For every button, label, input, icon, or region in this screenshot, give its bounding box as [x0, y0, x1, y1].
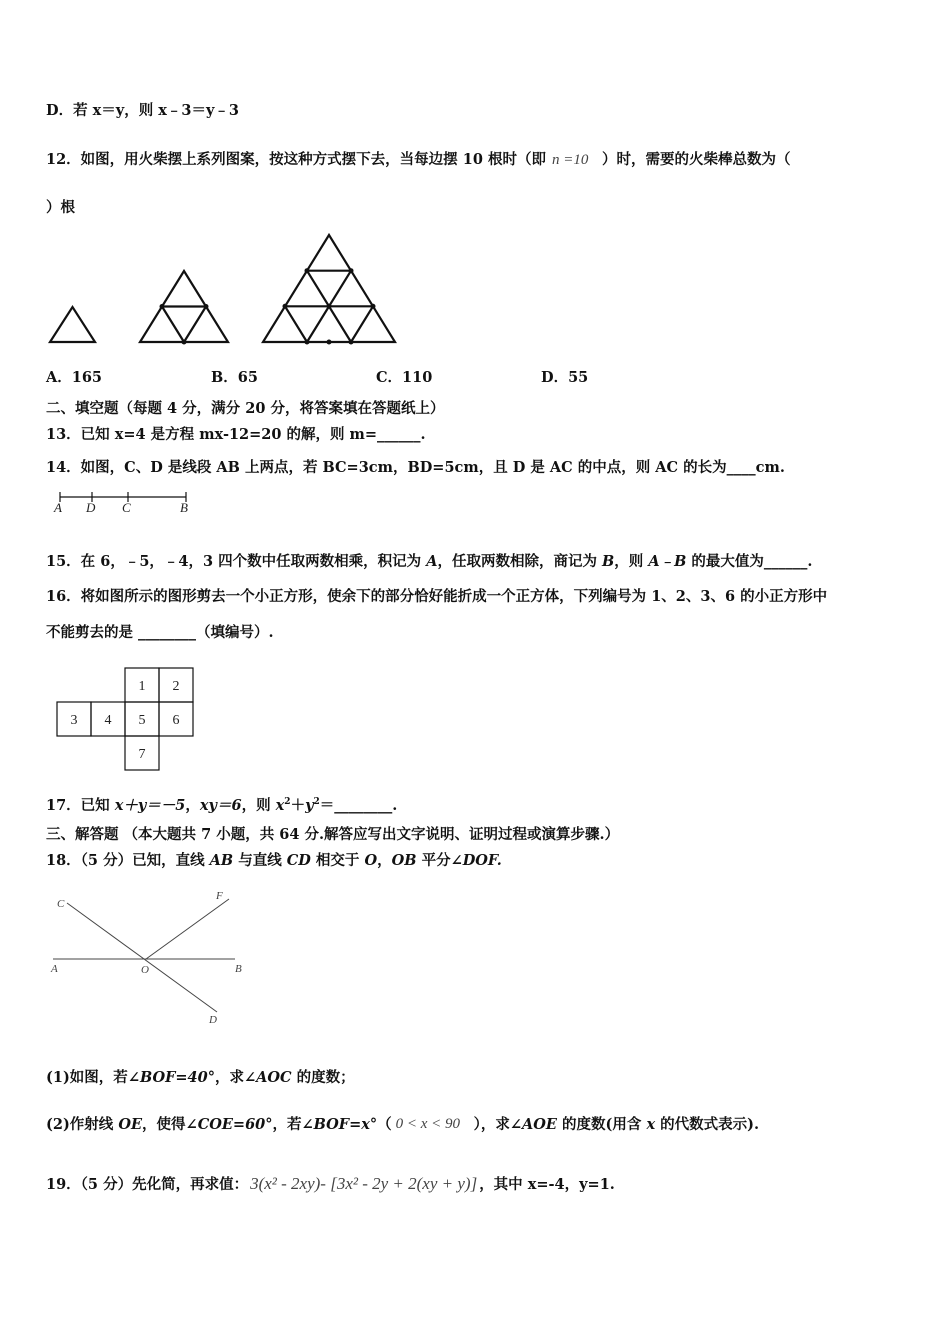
point-label-c: C	[122, 500, 131, 515]
q18-sub2-angle-coe: ∠COE=60°	[185, 1116, 273, 1133]
q14-segment-figure	[50, 488, 200, 518]
q18-ab: AB	[209, 852, 234, 869]
q15-part2: ，任取两数相除，商记为	[437, 553, 603, 570]
q17-eq2: xy＝6	[199, 796, 242, 814]
q19-formula: 3(x² - 2xy)- [3x² - 2y + 2(xy + y)]	[250, 1174, 478, 1193]
q17-text	[46, 792, 397, 816]
triangle-pattern-1	[50, 307, 95, 342]
q18-sub2-range-formula: 0 < x < 90	[395, 1116, 461, 1132]
label-c: C	[57, 898, 65, 910]
q18-part5: 平分	[416, 852, 451, 869]
q15-expression: A﹣B	[648, 553, 687, 570]
label-f: F	[216, 890, 223, 902]
net-cell-3: 3	[70, 713, 78, 728]
matchstick-triangles-figure	[0, 228, 420, 348]
q17-sup-x: 2	[284, 797, 291, 807]
q18-sub2-part-h: ），求	[473, 1116, 510, 1133]
q18-sub1	[46, 1068, 355, 1088]
net-cell-5: 5	[138, 713, 146, 728]
point-label-a: A	[54, 500, 62, 515]
label-a: A	[51, 963, 58, 975]
net-cell-4: 4	[104, 713, 112, 728]
intersecting-lines-figure	[45, 885, 255, 1030]
q17-sup-y: 2	[313, 797, 320, 807]
q18-ob: OB	[391, 852, 417, 869]
q18-sub2	[46, 1115, 759, 1135]
q15-part3: ，则	[614, 553, 649, 570]
label-o: O	[141, 964, 149, 976]
q18-o: O	[364, 852, 378, 869]
q18-sub1-part-e: 的度数；	[291, 1069, 355, 1086]
q13-text: 13．已知 x=4 是方程 mx-12=20 的解，则 m=______.	[46, 426, 426, 443]
q15-var-b: B	[602, 553, 615, 570]
triangle-pattern-3	[263, 235, 395, 342]
q18-sub2-part-c: ，使得	[142, 1116, 186, 1133]
q18-sub1-angle-aoc: ∠AOC	[244, 1069, 292, 1086]
q17-x: x	[275, 796, 285, 814]
line-cd	[67, 903, 217, 1012]
q19-text	[46, 1174, 615, 1195]
q12-formula: n =10	[551, 152, 589, 168]
point-label-d: D	[86, 500, 96, 515]
q12-stem-part1: 12．如图，用火柴摆上系列图案，按这种方式摆下去，当每边摆 10 根时（即	[46, 151, 546, 168]
q12-option-c[interactable]: C．110	[376, 369, 433, 386]
q17-plus: ＋	[290, 796, 306, 814]
q16-line1: 16．将如图所示的图形剪去一个小正方形，使余下的部分恰好能折成一个正方体，下列编号为 1、2、3、6 的小正方形中	[46, 588, 828, 605]
section-3-heading: 三、解答题 （本大题共 7 小题，共 64 分.解答应写出文字说明、证明过程或演算步骤.）	[46, 826, 620, 843]
net-cell-1: 1	[138, 679, 146, 694]
q17-eq1: x＋y＝－5	[114, 796, 186, 814]
q18-cd: CD	[286, 852, 311, 869]
cube-net-figure	[50, 665, 200, 777]
q12-stem-part2: ）时，需要的火柴棒总数为（	[601, 151, 791, 168]
q17-y: y	[305, 796, 314, 814]
label-b: B	[235, 963, 242, 975]
q18-text	[46, 851, 502, 871]
net-cell-7: 7	[138, 747, 146, 762]
q17-part2: ，	[185, 796, 200, 814]
q18-sub2-paren-open: （	[377, 1116, 392, 1133]
q18-sub2-part-a: (2)作射线	[46, 1116, 119, 1133]
label-d: D	[209, 1014, 217, 1026]
q12-option-d[interactable]: D．55	[541, 369, 589, 386]
q18-sub2-part-j: 的度数(用含	[557, 1116, 647, 1133]
q17-part4: ＝________.	[319, 796, 398, 814]
q18-part2: 与直线	[233, 852, 287, 869]
triangle-pattern-2	[140, 271, 228, 342]
q18-angle-dof: ∠DOF.	[450, 852, 502, 869]
q12-stem	[46, 150, 790, 170]
q15-part4: 的最大值为______.	[686, 553, 813, 570]
q12-option-b[interactable]: B．65	[211, 369, 258, 386]
q18-sub2-var-x: x	[646, 1116, 656, 1133]
q11-option-d: D．若 x＝y，则 x﹣3＝y﹣3	[46, 102, 239, 119]
q15-text	[46, 552, 812, 572]
q17-part3: ，则	[241, 796, 276, 814]
ray-of	[146, 899, 229, 959]
q18-part4: ，	[377, 852, 392, 869]
q18-sub2-angle-bof: ∠BOF=x°	[301, 1116, 378, 1133]
point-label-b: B	[180, 500, 188, 515]
q18-sub2-angle-aoe: ∠AOE	[509, 1116, 557, 1133]
section-2-heading: 二、填空题（每题 4 分，满分 20 分，将答案填在答题纸上）	[46, 400, 445, 417]
q18-part1: 18．（5 分）已知，直线	[46, 852, 210, 869]
q18-sub1-angle-bof: ∠BOF=40°	[127, 1069, 215, 1086]
q18-sub2-oe: OE	[118, 1116, 143, 1133]
net-cell-2: 2	[172, 679, 180, 694]
q18-sub2-part-l: 的代数式表示).	[655, 1116, 760, 1133]
q18-part3: 相交于	[310, 852, 365, 869]
q12-stem-end: ）根	[46, 199, 75, 216]
q18-sub1-part-c: ，求	[215, 1069, 244, 1086]
q16-line2: 不能剪去的是 ________（填编号）.	[46, 624, 274, 641]
q17-part1: 17．已知	[46, 796, 115, 814]
q15-var-a: A	[426, 553, 438, 570]
q18-sub1-part-a: (1)如图，若	[46, 1069, 128, 1086]
q18-sub2-part-e: ，若	[272, 1116, 302, 1133]
q19-part1: 19．（5 分）先化简，再求值：	[46, 1176, 249, 1193]
q19-part2: ，其中 x=-4，y=1.	[479, 1176, 615, 1193]
q12-option-a[interactable]: A．165	[46, 369, 103, 386]
net-cell-6: 6	[172, 713, 180, 728]
q14-text: 14．如图，C、D 是线段 AB 上两点，若 BC=3cm，BD=5cm，且 D 是 AC 的中点，则 AC 的长为____cm.	[46, 459, 785, 476]
q15-part1: 15．在 6，﹣5，﹣4，3 四个数中任取两数相乘，积记为	[46, 553, 427, 570]
